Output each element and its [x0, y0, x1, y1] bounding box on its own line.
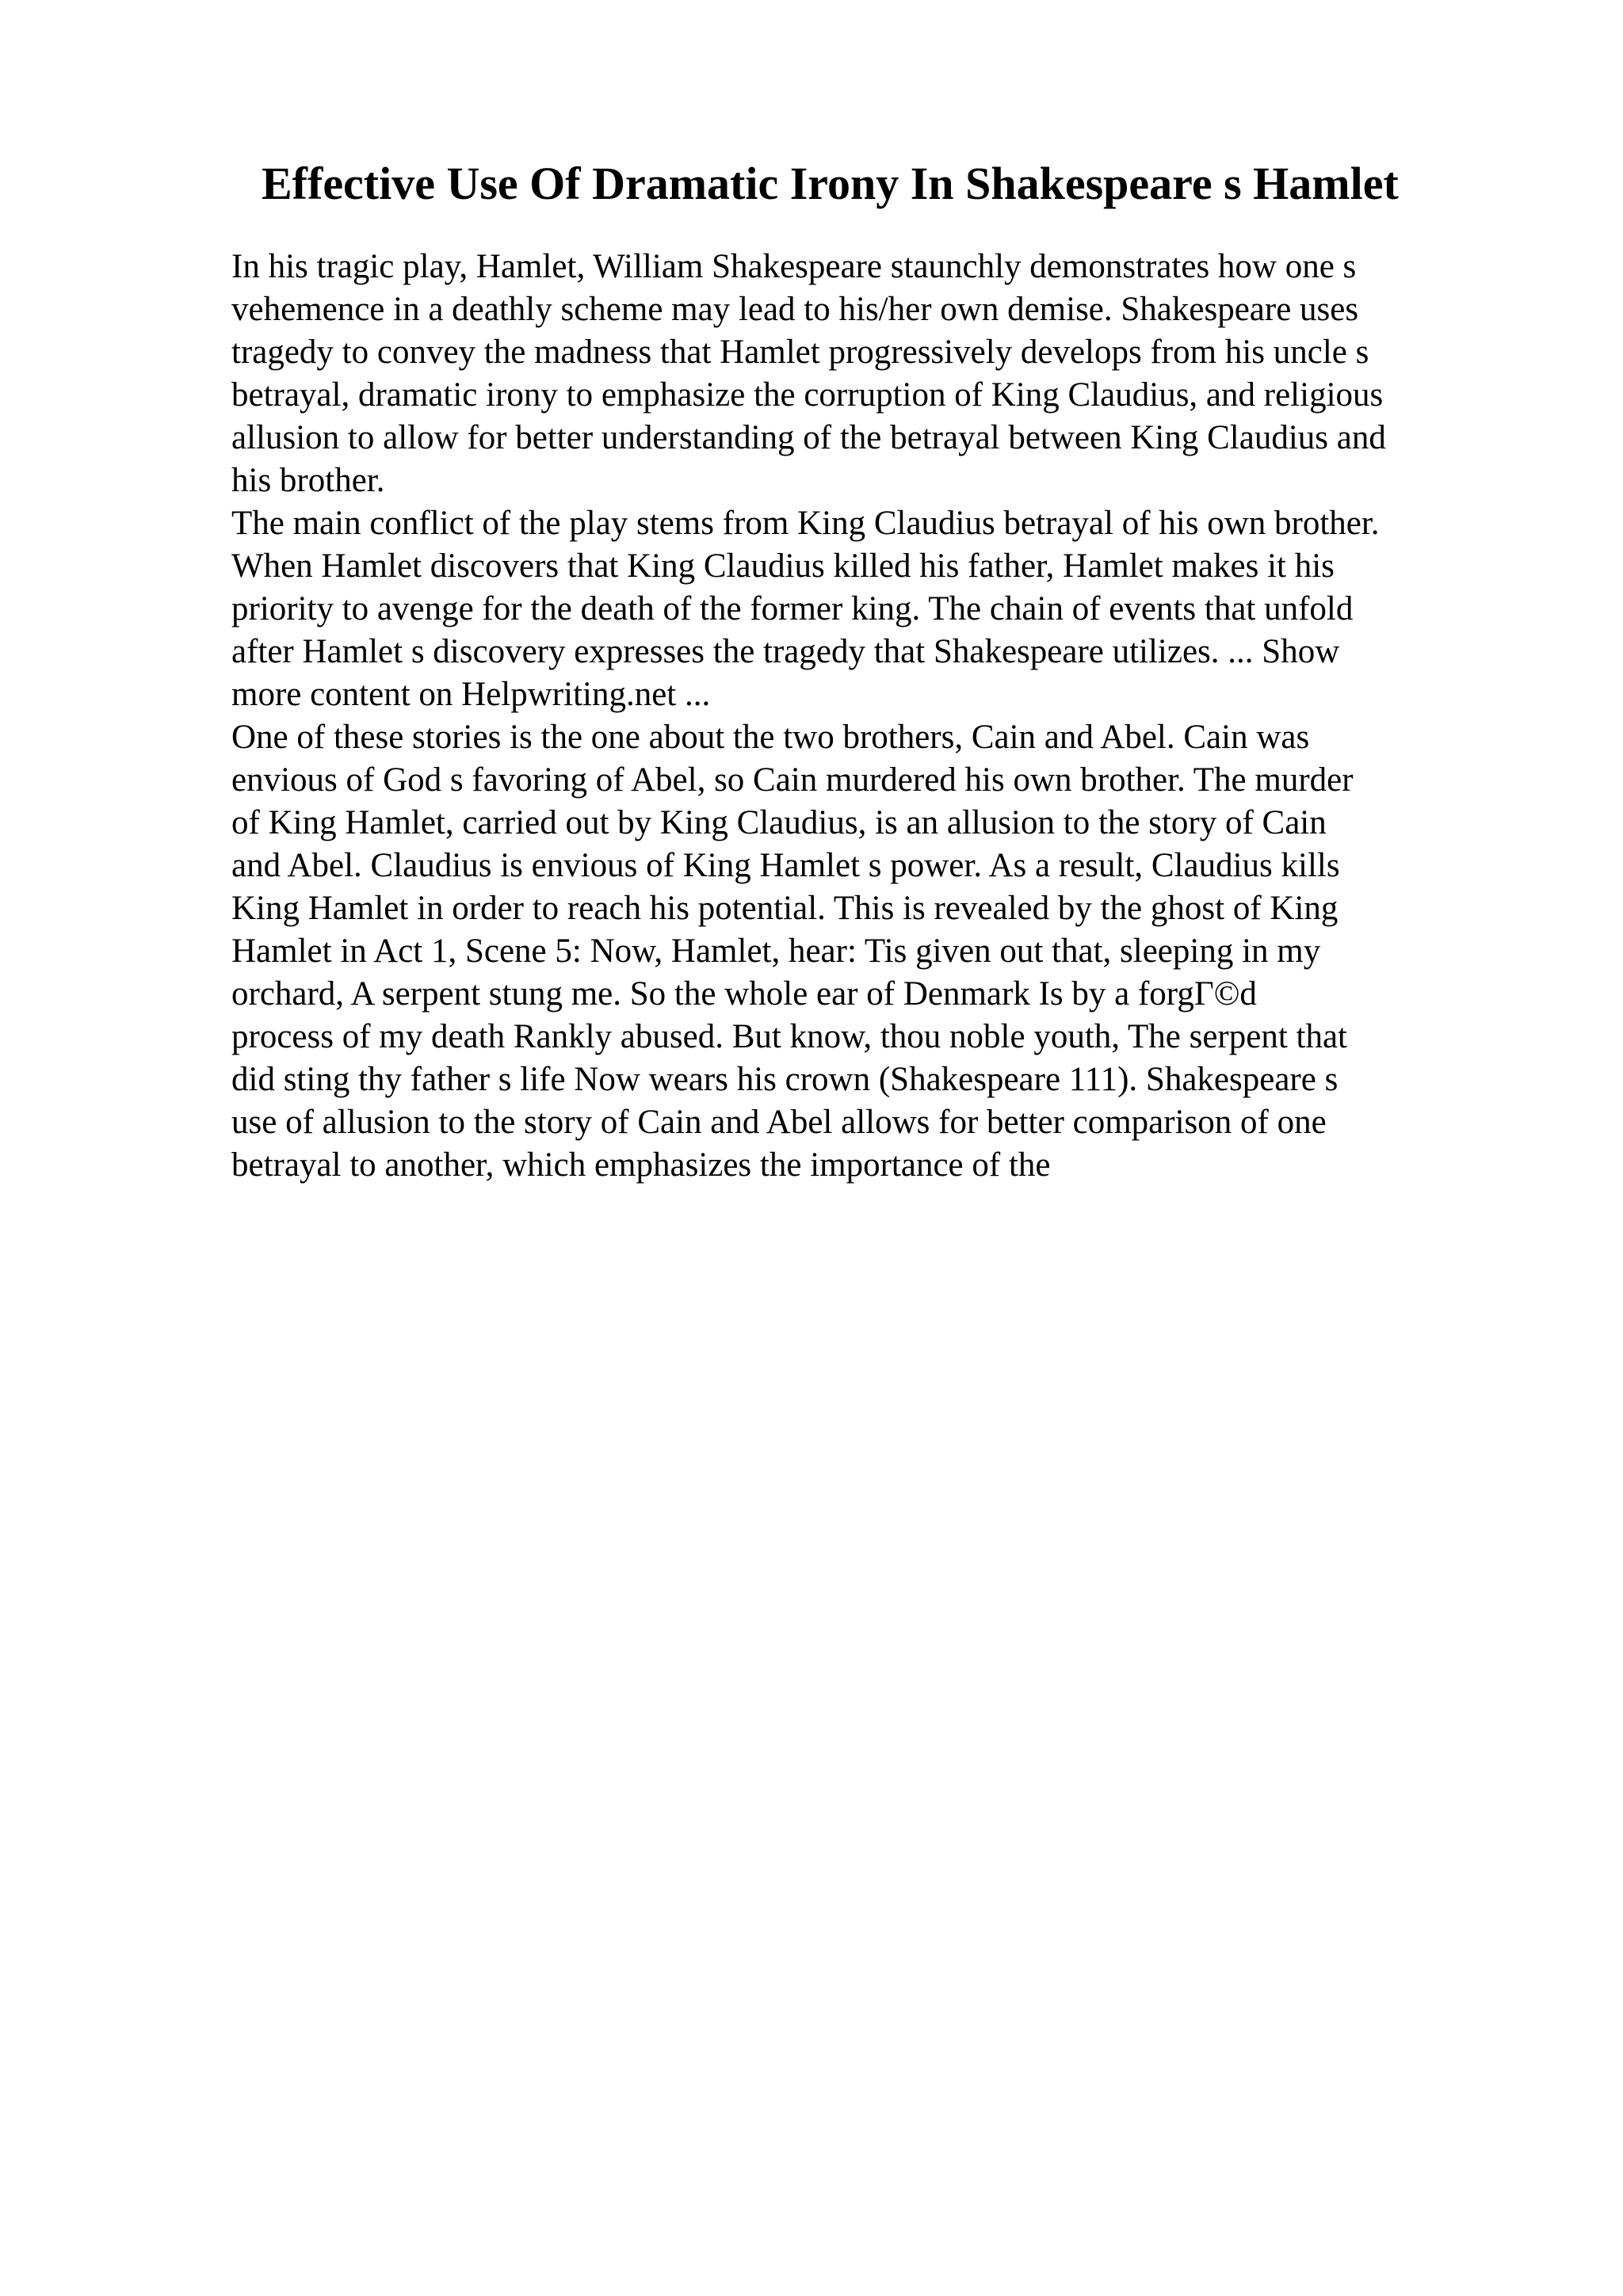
body-line-5: allusion to allow for better understanding of the betrayal between King Claudius and: [231, 419, 1386, 456]
body-line-13: envious of God s favoring of Abel, so Cain murdered his own brother. The murder: [231, 761, 1354, 799]
body-line-12: One of these stories is the one about the two brothers, Cain and Abel. Cain was: [231, 719, 1310, 756]
body-line-16: King Hamlet in order to reach his potential. This is revealed by the ghost of King: [231, 890, 1338, 927]
body-line-4: betrayal, dramatic irony to emphasize the corruption of King Claudius, and religious: [231, 376, 1384, 414]
body-line-10: after Hamlet s discovery expresses the tragedy that Shakespeare utilizes. ... Show: [231, 633, 1340, 670]
body-line-11: more content on Helpwriting.net ...: [231, 676, 711, 713]
document-title: Effective Use Of Dramatic Irony In Shakespeare s Hamlet: [262, 158, 1399, 209]
body-line-1: In his tragic play, Hamlet, William Shakespeare staunchly demonstrates how one s: [231, 248, 1357, 285]
body-line-17: Hamlet in Act 1, Scene 5: Now, Hamlet, hear: Tis given out that, sleeping in my: [231, 933, 1321, 970]
body-line-20: did sting thy father s life Now wears his crown (Shakespeare 111). Shakespeare s: [231, 1061, 1338, 1098]
body-line-15: and Abel. Claudius is envious of King Hamlet s power. As a result, Claudius kills: [231, 847, 1340, 884]
body-line-19: process of my death Rankly abused. But know, thou noble youth, The serpent that: [231, 1018, 1347, 1055]
body-line-7: The main conflict of the play stems from King Claudius betrayal of his own brother.: [231, 505, 1380, 542]
body-line-22: betrayal to another, which emphasizes the importance of the: [231, 1146, 1051, 1184]
body-line-6: his brother.: [231, 462, 385, 499]
body-line-9: priority to avenge for the death of the former king. The chain of events that unfold: [231, 590, 1354, 627]
body-line-2: vehemence in a deathly scheme may lead to his/her own demise. Shakespeare uses: [231, 291, 1359, 328]
body-line-3: tragedy to convey the madness that Hamlet progressively develops from his uncle s: [231, 334, 1369, 371]
document-body: [231, 246, 1499, 1187]
body-line-14: of King Hamlet, carried out by King Claudius, is an allusion to the story of Cain: [231, 804, 1327, 841]
body-line-21: use of allusion to the story of Cain and Abel allows for better comparison of one: [231, 1104, 1327, 1141]
body-line-8: When Hamlet discovers that King Claudius killed his father, Hamlet makes it his: [231, 547, 1335, 585]
body-line-18: orchard, A serpent stung me. So the whole ear of Denmark Is by a forgΓ©d: [231, 975, 1257, 1013]
